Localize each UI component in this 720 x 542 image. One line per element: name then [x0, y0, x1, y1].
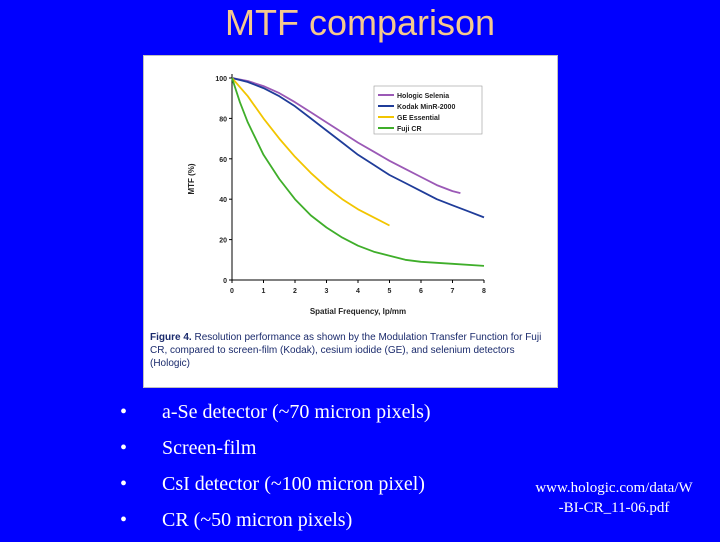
bullet-text: CsI detector (~100 micron pixel) [162, 473, 425, 495]
series-line [232, 78, 390, 226]
bullet-dot: • [120, 437, 128, 459]
figure-caption [150, 331, 550, 370]
x-tick-label: 8 [482, 288, 486, 295]
x-tick-label: 4 [356, 288, 360, 295]
y-tick-label: 40 [219, 197, 227, 205]
y-axis-label: MTF (%) [187, 163, 196, 195]
bullet-item [120, 470, 431, 506]
source-url[interactable] [508, 478, 720, 518]
x-tick-label: 0 [230, 288, 234, 295]
caption-label: Figure 4. [150, 332, 192, 343]
slide-title: MTF comparison [224, 2, 496, 43]
y-tick-label: 100 [215, 76, 227, 83]
bullet-item [120, 398, 431, 434]
x-axis-label: Spatial Frequency, lp/mm [309, 307, 407, 316]
x-tick-label: 2 [293, 288, 297, 295]
caption-text: Resolution performance as shown by the Modulation Transfer Function for Fuji CR, compared to screen-film (Kodak), cesium iodide (GE), and selenium detectors (Hologic) [150, 332, 542, 369]
source-url-line: -BI-CR_11-06.pdf [558, 500, 670, 516]
bullet-item [120, 434, 431, 470]
legend-label: GE Essential [397, 115, 440, 122]
source-url-line: www.hologic.com/data/W [535, 480, 693, 496]
legend-label: Hologic Selenia [397, 93, 450, 100]
mtf-chart [144, 56, 557, 326]
y-tick-label: 60 [219, 156, 227, 164]
chart-legend [374, 86, 482, 134]
legend-label: Kodak MinR-2000 [397, 104, 456, 111]
figure-panel [143, 55, 558, 388]
x-tick-label: 6 [419, 288, 423, 295]
x-tick-label: 5 [387, 288, 392, 295]
x-tick-label: 7 [450, 288, 455, 295]
bullet-dot: • [120, 401, 128, 423]
x-tick-label: 1 [261, 288, 266, 295]
bullet-text: a-Se detector (~70 micron pixels) [162, 401, 431, 423]
bullet-dot: • [120, 473, 128, 495]
bullet-text: CR (~50 micron pixels) [162, 509, 353, 531]
y-tick-label: 80 [219, 116, 227, 124]
bullet-item [120, 506, 431, 542]
bullet-text: Screen-film [162, 437, 257, 459]
y-tick-label: 0 [223, 278, 227, 285]
legend-label: Fuji CR [397, 126, 422, 133]
bullet-dot: • [120, 509, 128, 531]
x-tick-label: 3 [324, 288, 329, 295]
y-tick-label: 20 [219, 237, 227, 245]
bullet-list [120, 398, 431, 542]
